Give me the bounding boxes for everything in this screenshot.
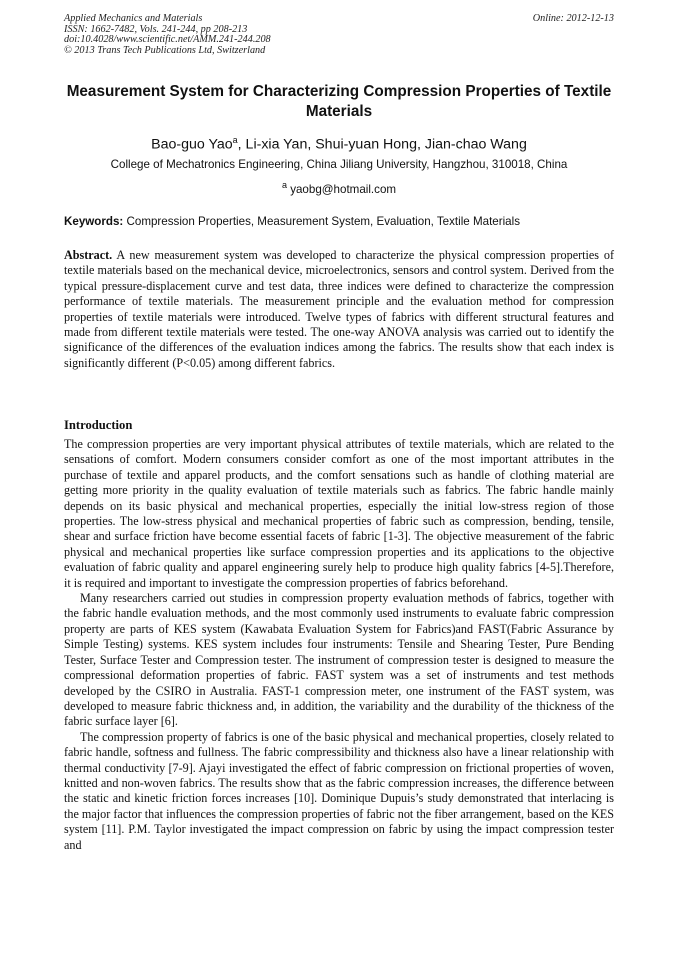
issn-line: ISSN: 1662-7482, Vols. 241-244, pp 208-213: [64, 23, 248, 35]
email-address: yaobg@hotmail.com: [286, 182, 397, 196]
intro-paragraph: The compression properties are very important physical attributes of textile materials, which are related to the sensations of comfort. Modern consumers consider comfort as one of the most important attributes in the purchase of textile and apparel products, and the comfort sensations such as handle of clothing material are getting more priority in the quality evaluation of textile materials such as fabrics. The fabric handle mainly depends on its basic physical and mechanical properties, especially the initial low-stress region of those properties. The low-stress physical and mechanical properties of fabric such as compression, bending, tensile, shear and surface friction have become essential facets of fabric [1-3]. The objective measurement of the fabric physical and mechanical properties like surface compression properties and its applications to the objective evaluation of fabric quality and apparel engineering surely help to produce high quality fabrics [4-5].Therefore, it is required and important to investigate the compression properties of fabrics beforehand.: [64, 437, 614, 590]
email-superscript: a: [281, 180, 287, 190]
online-date: Online: 2012-12-13: [532, 13, 614, 24]
paper-title: Measurement System for Characterizing Compression Properties of Textile Materials: [66, 83, 612, 120]
other-authors: , Li-xia Yan, Shui-yuan Hong, Jian-chao Wang: [237, 136, 527, 153]
affiliation: College of Mechatronics Engineering, China Jiliang University, Hangzhou, 310018, China: [110, 158, 568, 171]
abstract: [64, 248, 614, 371]
introduction-body: [64, 437, 614, 853]
first-author: Bao-guo Yao: [151, 136, 233, 153]
keywords-label: Keywords:: [64, 215, 124, 228]
journal-header: [64, 14, 424, 56]
keywords-text: Compression Properties, Measurement System, Evaluation, Textile Materials: [123, 215, 520, 228]
abstract-label: Abstract.: [64, 248, 113, 262]
journal-name: Applied Mechanics and Materials: [64, 13, 203, 24]
author-list: [64, 131, 614, 154]
copyright-line: © 2013 Trans Tech Publications Ltd, Switzerland: [64, 44, 266, 56]
intro-paragraph: The compression property of fabrics is one of the basic physical and mechanical properties, closely related to fabric handle, softness and fullness. The fabric compressibility and thickness also have a linear relationship with thermal conductivity [7-9]. Ajayi investigated the effect of fabric compression on frictional properties of woven, knitted and non-woven fabrics. The results show that as the fabric compression increases, the difference between the static and kinetic friction forces increases [10]. Dominique Dupuis’s study demonstrated that interlacing is the major factor that influences the compression properties of fabric not the fiber arrangement, based on the KES system [11]. P.M. Taylor investigated the impact compression on fabric by using the impact compression tester and: [64, 729, 614, 852]
intro-paragraph: Many researchers carried out studies in compression property evaluation methods of fabrics, together with the fabric handle evaluation methods, and the most commonly used instruments to evaluate fabric compression property are parts of KES system (Kawabata Evaluation System for Fabrics)and FAST(Fabric Assurance by Simple Testing) systems. KES system includes four instruments: Tensile and Shearing Tester, Pure Bending Tester, Surface Tester and Compression tester. The instrument of compression tester is designed to measure the compressional deformation properties of fabric. FAST system was a set of instruments and test methods developed by the CSIRO in Australia. FAST-1 compression meter, one instrument of the FAST system, was developed to measure fabric thickness and, in addition, the variability and the durability of the thickness of the fabric surface layer [6].: [64, 591, 614, 729]
author-superscript: a: [232, 135, 238, 145]
doi-line: doi:10.4028/www.scientific.net/AMM.241-244.208: [64, 34, 271, 46]
keywords: [64, 215, 614, 229]
email-line: [64, 178, 614, 197]
abstract-text: A new measurement system was developed to characterize the physical compression properties of textile materials based on the mechanical device, microelectronics, sensors and control system. Derived from the typical pressure-displacement curve and test data, three indices were defined to characterize the compression performance of textile materials. The measurement principle and the evaluation method for compression properties of textile materials were introduced. Twelve types of fabrics with different structural features and made from different textile materials were tested. The one-way ANOVA analysis was carried out to identify the significance of the differences of the evaluation indices among the fabrics. The results show that each index is significantly different (P<0.05) among different fabrics.: [64, 248, 614, 370]
introduction-heading: Introduction: [64, 418, 133, 432]
